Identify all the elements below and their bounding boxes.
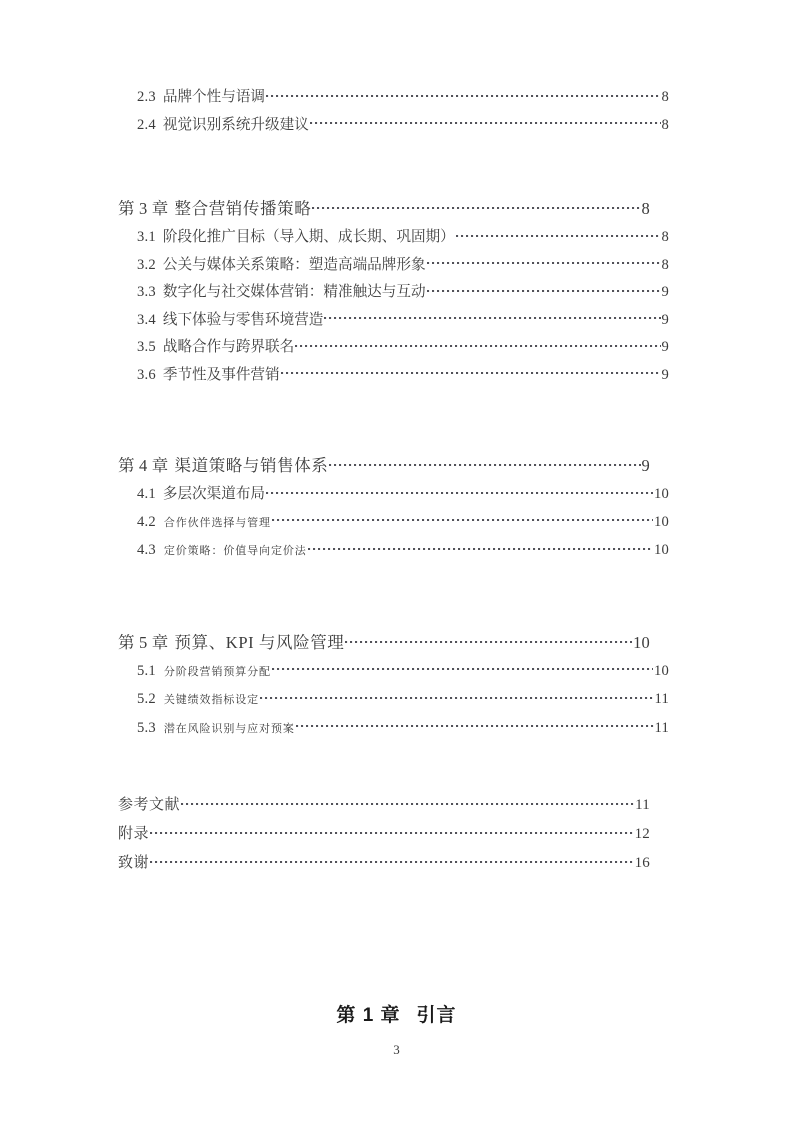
toc-entry-title: 整合营销传播策略 [174,199,312,218]
toc-entry-number: 3.3 [137,284,156,300]
toc-entry-title: 战略合作与跨界联名 [162,339,295,355]
toc-entry[interactable] [118,820,650,849]
toc-entry-title: 附录 [118,826,150,842]
toc-entry-page-number: 11 [635,797,650,813]
toc-entry[interactable] [118,628,650,658]
toc-entry-page-number: 8 [661,89,669,105]
toc-entry-number: 2.4 [137,116,156,133]
toc-entry[interactable] [137,715,669,744]
toc-dot-leader [272,660,653,675]
toc-entry-page-number: 9 [641,456,650,475]
toc-entry[interactable] [118,194,650,224]
page-number: 3 [393,1042,400,1057]
toc-entry[interactable] [137,252,669,280]
toc-entry-page-number: 8 [641,199,650,218]
toc-dot-leader [345,631,632,648]
toc-group-gap [118,743,650,791]
toc-group-chapter-2-tail [118,84,669,139]
toc-entry-page-number: 10 [654,486,669,502]
toc-entry-number: 3.2 [137,256,156,273]
toc-entry-page-number: 11 [654,719,669,736]
toc-entry[interactable] [137,334,669,362]
toc-entry-page-number: 8 [661,256,669,273]
toc-entry-title: 渠道策略与销售体系 [174,456,329,475]
toc-entry[interactable] [137,224,669,252]
toc-entry[interactable] [137,509,669,538]
toc-group-gap [118,139,650,194]
toc-entry[interactable] [137,307,669,335]
toc-entry-number: 3.4 [137,311,156,328]
toc-entry-title: 公关与媒体关系策略：塑造高端品牌形象 [162,256,426,273]
toc-dot-leader [296,717,654,732]
toc-entry-title: 预算、KPI 与风险管理 [174,632,345,652]
toc-entry-number: 4.2 [137,513,156,530]
toc-entry-title: 合作伙伴选择与管理 [163,516,271,529]
toc-group-chapter-5 [118,628,669,744]
toc-entry-title: 数字化与社交媒体营销：精准触达与互动 [162,284,426,300]
toc-entry-number: 3.5 [137,339,156,355]
toc-entry-page-number: 9 [661,284,669,300]
toc-dot-leader [272,511,653,526]
chapter-heading-number: 第 1 章 [336,1005,401,1026]
toc-entry-number: 第 5 章 [118,632,169,652]
toc-entry-title: 致谢 [118,855,150,871]
toc-dot-leader [150,823,634,838]
toc-entry-title: 关键绩效指标设定 [163,694,260,706]
toc-entry-title: 阶段化推广目标（导入期、成长期、巩固期） [162,229,455,245]
toc-entry-title: 多层次渠道布局 [162,486,266,502]
chapter-heading-title: 引言 [416,1005,457,1026]
toc-entry[interactable] [118,849,650,878]
toc-dot-leader [260,688,654,703]
toc-dot-leader [181,794,634,809]
toc-entry-page-number: 9 [661,311,669,328]
toc-entry-page-number: 10 [654,542,669,558]
toc-entry[interactable] [137,84,669,112]
toc-dot-leader [295,336,660,351]
toc-entry-page-number: 11 [654,691,669,707]
toc-entry-title: 分阶段营销预算分配 [163,665,271,678]
toc-entry-title: 线下体验与零售环境营造 [162,311,324,328]
toc-group-back-matter [118,791,650,878]
toc-entry-number: 3.1 [137,229,156,245]
toc-dot-leader [324,309,660,324]
toc-dot-leader [281,364,661,379]
toc-entry-number: 3.6 [137,366,156,383]
toc-entry-number: 2.3 [137,89,156,105]
toc-entry-page-number: 10 [633,632,650,652]
toc-entry-number: 5.3 [137,719,156,736]
toc-entry-number: 4.1 [137,486,156,502]
toc-dot-leader [427,254,661,269]
toc-dot-leader [308,539,653,554]
toc-entry-page-number: 10 [654,513,669,530]
toc-dot-leader [312,198,640,215]
toc-entry[interactable] [137,481,669,509]
toc-entry-title: 定价策略：价值导向定价法 [163,545,307,557]
table-of-contents [118,84,669,878]
toc-entry[interactable] [137,112,669,140]
toc-group-chapter-4 [118,451,669,566]
toc-entry-page-number: 8 [661,229,669,245]
toc-entry-page-number: 9 [661,339,669,355]
chapter-heading [0,1000,793,1027]
toc-entry-title: 季节性及事件营销 [162,366,280,383]
toc-entry-number: 5.2 [137,691,156,707]
toc-group-gap [118,566,650,628]
toc-dot-leader [310,114,661,129]
toc-entry[interactable] [137,279,669,307]
toc-entry-number: 第 4 章 [118,456,169,475]
toc-entry-number: 4.3 [137,542,156,558]
toc-entry[interactable] [118,451,650,481]
toc-dot-leader [456,226,661,241]
toc-entry[interactable] [118,791,650,820]
toc-entry-page-number: 12 [634,826,650,842]
toc-entry[interactable] [137,658,669,687]
toc-entry[interactable] [137,686,669,715]
toc-entry-title: 参考文献 [118,797,181,813]
toc-entry-title: 潜在风险识别与应对预案 [163,722,295,735]
toc-entry-number: 第 3 章 [118,199,169,218]
toc-dot-leader [266,483,653,498]
toc-group-chapter-3 [118,194,669,389]
toc-entry-title: 品牌个性与语调 [162,89,266,105]
toc-entry-number: 5.1 [137,662,156,679]
toc-entry[interactable] [137,362,669,390]
toc-entry-page-number: 9 [661,366,669,383]
toc-entry-title: 视觉识别系统升级建议 [162,116,309,133]
toc-entry-page-number: 16 [634,855,650,871]
toc-dot-leader [329,455,640,472]
toc-dot-leader [427,281,661,296]
toc-group-gap [118,389,650,451]
toc-entry[interactable] [137,537,669,566]
toc-entry-page-number: 8 [661,116,669,133]
toc-dot-leader [266,86,660,101]
toc-entry-page-number: 10 [654,662,669,679]
toc-dot-leader [150,852,634,867]
